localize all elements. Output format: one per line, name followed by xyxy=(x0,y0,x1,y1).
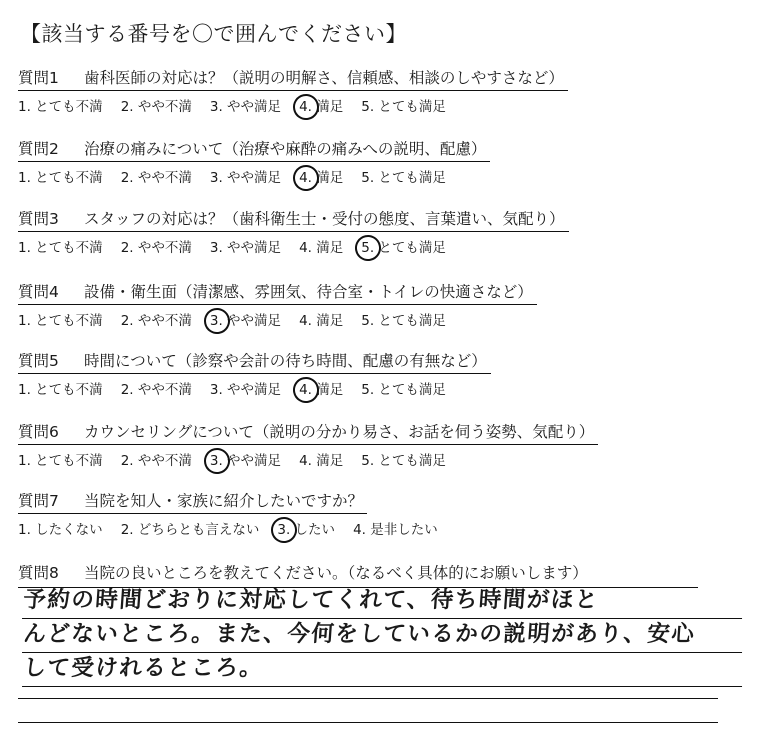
option-label: . やや満足 xyxy=(218,382,282,398)
option-number: 4 xyxy=(299,313,308,329)
question-text: 歯科医師の対応は？（説明の明解さ、信頼感、相談のしやすさなど） xyxy=(84,69,564,87)
option-label: . やや満足 xyxy=(218,240,282,256)
option-label: . やや不満 xyxy=(129,453,192,469)
options-row xyxy=(18,378,718,398)
option-number: 1 xyxy=(18,240,27,256)
option-label: . したくない xyxy=(26,522,103,538)
answer-line-2: んどないところ。また、今何をしているかの説明があり、安心 xyxy=(22,619,744,653)
option-label: . とても満足 xyxy=(369,170,446,186)
option-label: . とても満足 xyxy=(369,382,446,398)
question-text: カウンセリングについて（説明の分かり易さ、お話を伺う姿勢、気配り） xyxy=(84,423,595,441)
option-label: . とても不満 xyxy=(26,453,103,469)
option-number-circled: 3 xyxy=(209,453,219,469)
option-number: 5 xyxy=(361,453,370,469)
option[interactable] xyxy=(210,236,281,256)
options-row xyxy=(18,95,718,115)
question-3-header xyxy=(18,207,569,232)
option[interactable] xyxy=(361,449,446,469)
option-label: . とても満足 xyxy=(369,99,446,115)
question-label: 質問7 xyxy=(18,492,59,510)
question-text: 設備・衛生面（清潔感、雰囲気、待合室・トイレの快適さなど） xyxy=(84,283,533,301)
option-label: . とても不満 xyxy=(26,99,103,115)
option-number-circled: 3 xyxy=(209,313,219,329)
question-5 xyxy=(18,349,718,398)
option-number: 3 xyxy=(209,382,219,398)
question-1 xyxy=(18,66,718,115)
question-7 xyxy=(18,489,718,538)
option-selected[interactable] xyxy=(210,449,281,469)
option-selected[interactable] xyxy=(277,518,335,538)
option-number-circled: 3 xyxy=(277,522,286,538)
option-label: . やや不満 xyxy=(129,382,192,398)
option-number: 1 xyxy=(18,453,27,469)
option-selected[interactable] xyxy=(299,95,343,115)
option-number: 2 xyxy=(120,313,130,329)
option-number: 3 xyxy=(209,170,219,186)
option-number: 5 xyxy=(361,313,370,329)
option-selected[interactable] xyxy=(361,236,446,256)
option[interactable] xyxy=(121,95,192,115)
options-row xyxy=(18,236,718,256)
option-selected[interactable] xyxy=(210,309,281,329)
option[interactable] xyxy=(121,166,192,186)
page-title: 【該当する番号を〇で囲んでください】 xyxy=(20,22,407,46)
question-label: 質問5 xyxy=(18,352,59,370)
question-text: 当院を知人・家族に紹介したいですか？ xyxy=(84,492,364,510)
question-4 xyxy=(18,280,718,329)
option-label: . やや満足 xyxy=(218,170,282,186)
option[interactable] xyxy=(361,95,446,115)
question-label: 質問3 xyxy=(18,210,59,228)
question-label: 質問2 xyxy=(18,140,59,158)
option-number: 3 xyxy=(209,240,219,256)
option[interactable] xyxy=(210,166,281,186)
question-8-header xyxy=(18,561,698,588)
question-2 xyxy=(18,137,718,186)
option-number: 2 xyxy=(120,170,130,186)
option[interactable] xyxy=(353,518,438,538)
option-number: 2 xyxy=(120,99,130,115)
question-label: 質問4 xyxy=(18,283,59,301)
option[interactable] xyxy=(121,518,260,538)
question-1-header xyxy=(18,66,568,91)
option-number: 3 xyxy=(209,99,219,115)
option-number-circled: 4 xyxy=(299,170,308,186)
option-label: . やや満足 xyxy=(218,313,282,329)
question-8 xyxy=(18,561,718,588)
option-number: 2 xyxy=(120,240,130,256)
option-label: . 是非したい xyxy=(361,522,438,538)
option-label: . とても不満 xyxy=(26,313,103,329)
blank-answer-line xyxy=(18,698,718,699)
option-number: 1 xyxy=(18,382,27,398)
option-label: . やや不満 xyxy=(129,240,192,256)
option[interactable] xyxy=(18,518,103,538)
question-label: 質問6 xyxy=(18,423,59,441)
option-label: . したい xyxy=(285,522,336,538)
option-label: . 満足 xyxy=(307,99,344,115)
option-label: . 満足 xyxy=(307,170,344,186)
option-number: 5 xyxy=(361,170,370,186)
question-8-text: 当院の良いところを教えてください。（なるべく具体的にお願いします） xyxy=(84,564,588,582)
option[interactable] xyxy=(121,309,192,329)
option[interactable] xyxy=(210,378,281,398)
option-label: . とても不満 xyxy=(26,170,103,186)
options-row xyxy=(18,166,718,186)
option-number: 2 xyxy=(120,453,130,469)
option-label: . とても不満 xyxy=(26,240,103,256)
option-label: . やや不満 xyxy=(129,99,192,115)
option[interactable] xyxy=(18,449,103,469)
option-label: . 満足 xyxy=(307,313,344,329)
option-number: 4 xyxy=(299,453,308,469)
option-label: . とても満足 xyxy=(369,240,446,256)
free-text-answer[interactable] xyxy=(22,585,742,687)
answer-line-3: して受けれるところ。 xyxy=(22,653,744,687)
option[interactable] xyxy=(361,378,446,398)
option-label: . やや満足 xyxy=(218,453,282,469)
question-6 xyxy=(18,420,718,469)
option-number: 1 xyxy=(18,313,27,329)
option[interactable] xyxy=(299,449,343,469)
option-number-circled: 4 xyxy=(299,99,308,115)
option-label: . とても満足 xyxy=(369,313,446,329)
option-label: . 満足 xyxy=(307,382,344,398)
option[interactable] xyxy=(18,378,103,398)
question-label: 質問1 xyxy=(18,69,59,87)
options-row xyxy=(18,518,718,538)
options-row xyxy=(18,309,718,329)
option-label: . やや満足 xyxy=(218,99,282,115)
option-label: . やや不満 xyxy=(129,313,192,329)
question-6-header xyxy=(18,420,598,445)
option-label: . どちらとも言えない xyxy=(129,522,260,538)
option-number: 4 xyxy=(299,240,308,256)
question-text: 時間について（診察や会計の待ち時間、配慮の有無など） xyxy=(84,352,487,370)
option[interactable] xyxy=(299,309,343,329)
options-row xyxy=(18,449,718,469)
question-5-header xyxy=(18,349,491,374)
question-text: スタッフの対応は？（歯科衛生士・受付の態度、言葉遣い、気配り） xyxy=(84,210,565,228)
option-number: 1 xyxy=(18,99,27,115)
option[interactable] xyxy=(299,236,343,256)
question-2-header xyxy=(18,137,490,162)
option-number: 2 xyxy=(120,382,130,398)
option-number-circled: 5 xyxy=(361,240,370,256)
answer-line-1: 予約の時間どおりに対応してくれて、待ち時間がほと xyxy=(22,585,744,619)
option-label: . 満足 xyxy=(307,240,344,256)
option-label: . とても満足 xyxy=(369,453,446,469)
option-number: 4 xyxy=(353,522,362,538)
option-label: . とても不満 xyxy=(26,382,103,398)
question-8-label: 質問8 xyxy=(18,564,59,582)
question-7-header xyxy=(18,489,367,514)
question-text: 治療の痛みについて（治療や麻酔の痛みへの説明、配慮） xyxy=(84,140,487,158)
option[interactable] xyxy=(121,378,192,398)
question-3 xyxy=(18,207,718,256)
blank-answer-line xyxy=(18,722,718,723)
option[interactable] xyxy=(18,95,103,115)
option-label: . 満足 xyxy=(307,453,344,469)
option[interactable] xyxy=(18,236,103,256)
option[interactable] xyxy=(121,236,192,256)
option[interactable] xyxy=(121,449,192,469)
option[interactable] xyxy=(361,166,446,186)
option-selected[interactable] xyxy=(299,378,343,398)
option[interactable] xyxy=(18,166,103,186)
option-selected[interactable] xyxy=(299,166,343,186)
option[interactable] xyxy=(361,309,446,329)
option-number: 5 xyxy=(361,99,370,115)
option[interactable] xyxy=(210,95,281,115)
option-number: 1 xyxy=(18,170,27,186)
option-number: 1 xyxy=(18,522,27,538)
option-number: 5 xyxy=(361,382,370,398)
question-4-header xyxy=(18,280,537,305)
option[interactable] xyxy=(18,309,103,329)
option-number-circled: 4 xyxy=(299,382,308,398)
option-number: 2 xyxy=(120,522,130,538)
option-label: . やや不満 xyxy=(129,170,192,186)
